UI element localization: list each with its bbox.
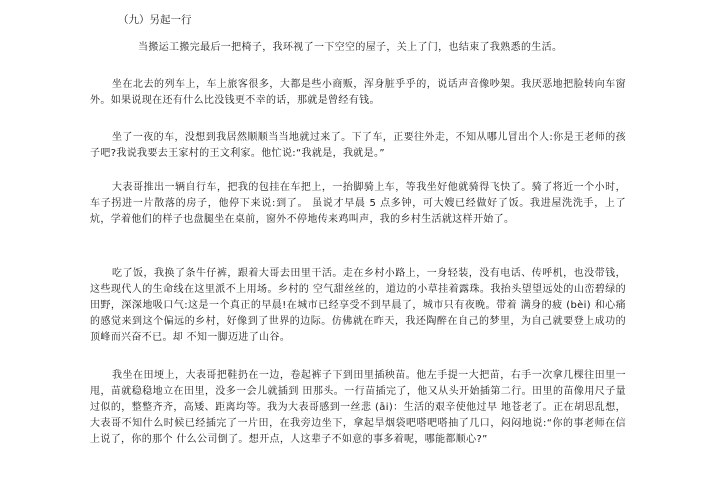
paragraph-3: 坐了一夜的车，没想到我居然顺顺当当地就过来了。下了车，正要往外走，不知从哪儿冒出个人:你是王老师的孩子吧?我说我要去王家村的王文利家。他忙说:“我就是，我就是。” [90, 132, 626, 159]
paragraph-4: 大表哥推出一辆自行车，把我的包挂在车把上，一抬脚骑上车，等我坐好他就骑得飞快了。骑了将近一个小时，车子拐进一片散落的房子，他停下来说:到了。 虽说才早晨 5 点多钟，可大嫂已经做好了饭。我进屋洗洗手，上了炕，学着他们的样子也盘腿坐在桌前，窗外不停地传来鸡叫声，我的乡村生活就这样开始了。 [90, 182, 626, 225]
paragraph-1: 当搬运工搬完最后一把椅子，我环视了一下空空的屋子，关上了门，也结束了我熟悉的生活。 [138, 42, 563, 53]
paragraph-2: 坐在北去的列车上，车上旅客很多，大都是些小商贩，浑身脏乎乎的，说话声音像吵架。我厌恶地把脸转向车窗外。如果说现在还有什么比没钱更不幸的话，那就是曾经有钱。 [90, 79, 626, 106]
paragraph-6: 我坐在田埂上，大表哥把鞋扔在一边，卷起裤子下到田里插秧苗。他左手提一大把苗，右手一次拿几棵往田里一甩，苗就稳稳地立在田里，没多一会儿就插到 田那头。一行苗插完了，他又从头开始插第二行。田里的苗像用尺子量过似的，整整齐齐，高矮、距离均等。我为大表哥感到一丝悲 (āi)：生活的艰辛使他过早 地苍老了。正在胡思乱想，大表哥不知什么时候已经插完了一片田，在我旁边坐下，拿起旱烟袋吧嗒吧嗒抽了几口，闷闷地说:“你的事老师在信上说了，你的那个 什么公司倒了。想开点，人这辈子不如意的事多着呢，哪能都顺心?” [90, 370, 626, 445]
paragraph-5: 吃了饭，我换了条牛仔裤，跟着大哥去田里干活。走在乡村小路上，一身轻装，没有电话、传呼机，也没带钱，这些现代人的生命线在这里派不上用场。乡村的 空气甜丝丝的，道边的小草挂着露珠。我抬头望望远处的山峦碧绿的田野，深深地吸口气:这是一个真正的早晨!在城市已经享受不到早晨了，城市只有夜晚。带着 满身的疲 (bèi) 和心痛的感觉来到这个偏远的乡村，好像到了世界的边际。仿佛就在昨天，我还陶醉在自己的梦里，为自己就要登上成功的顶峰而兴奋不已。却 不知一脚迈进了山谷。 [90, 268, 626, 343]
section-heading: （九）另起一行 [118, 14, 192, 26]
